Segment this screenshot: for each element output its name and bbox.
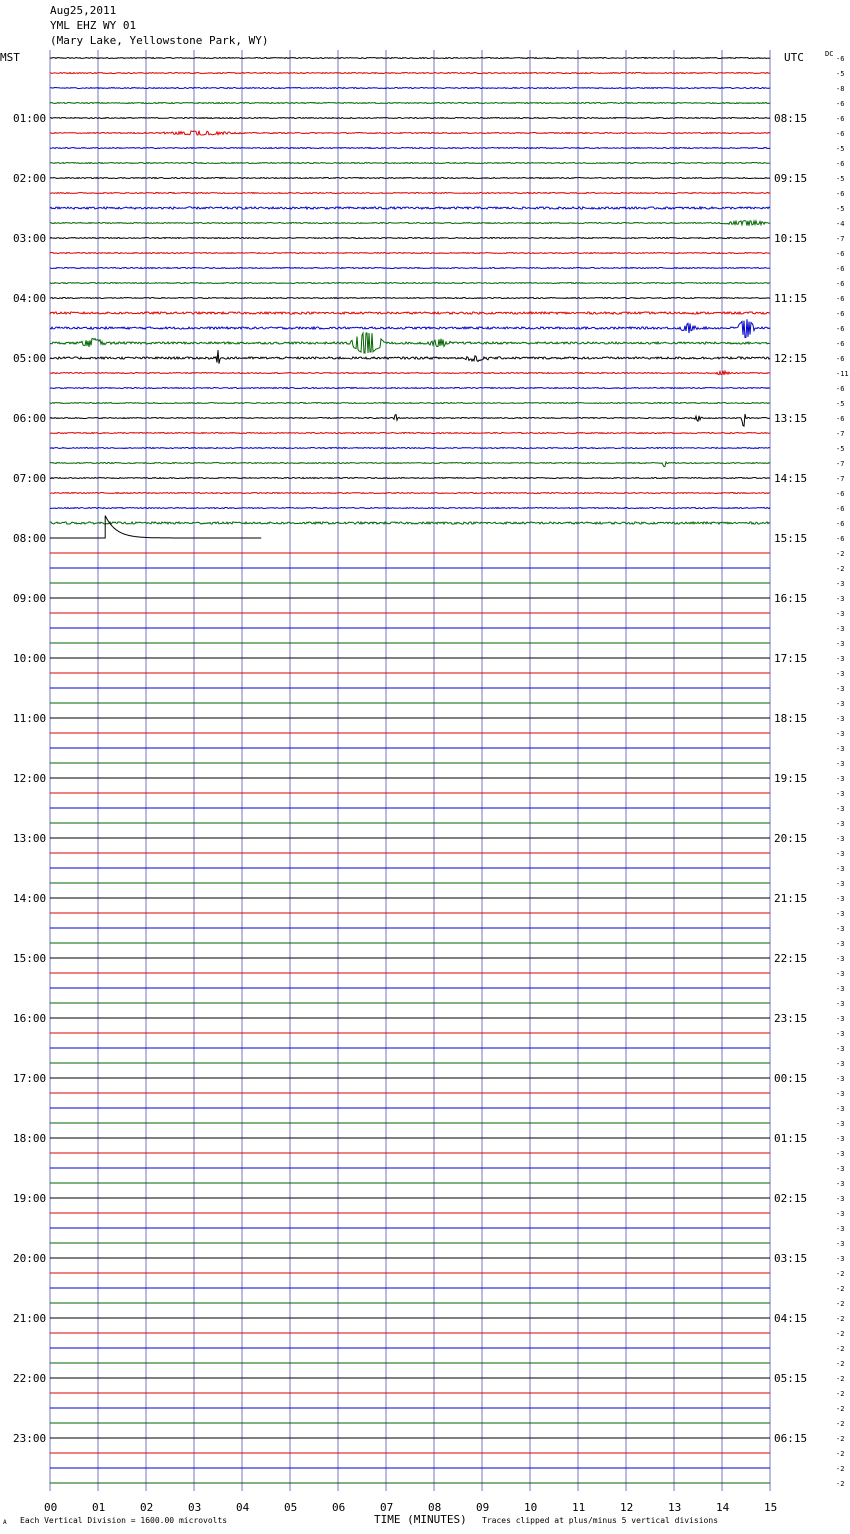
- dc-offset-label: -6: [836, 325, 845, 333]
- x-tick-label: 14: [716, 1501, 730, 1514]
- x-tick-label: 15: [764, 1501, 778, 1514]
- left-hour-label: 08:00: [13, 532, 47, 545]
- trace-line-21: [50, 371, 770, 375]
- right-hour-label: 01:15: [774, 1132, 808, 1145]
- left-hour-label: 21:00: [13, 1312, 47, 1325]
- dc-offset-label: -2: [836, 565, 845, 573]
- left-hour-label: 22:00: [13, 1372, 47, 1385]
- dc-offset-label: -2: [836, 1480, 845, 1488]
- trace-line-4: [50, 118, 770, 119]
- dc-offset-label: -3: [836, 1090, 845, 1098]
- dc-offset-label: -11: [836, 370, 849, 378]
- right-hour-labels: [774, 112, 807, 1445]
- dc-offset-label: -6: [836, 55, 845, 63]
- left-hour-label: 06:00: [13, 412, 47, 425]
- trace-line-26: [50, 448, 770, 449]
- dc-offset-label: -3: [836, 1165, 845, 1173]
- dc-offset-label: -3: [836, 1195, 845, 1203]
- left-hour-labels: [13, 112, 46, 1445]
- left-hour-label: 09:00: [13, 592, 47, 605]
- dc-offset-label: -3: [836, 760, 845, 768]
- right-hour-label: 13:15: [774, 412, 808, 425]
- dc-offset-label: -3: [836, 580, 845, 588]
- x-tick-label: 11: [572, 1501, 586, 1514]
- dc-offset-label: -2: [836, 1315, 845, 1323]
- dc-offset-label: -3: [836, 835, 845, 843]
- left-hour-label: 01:00: [13, 112, 47, 125]
- dc-offset-label: -6: [836, 160, 845, 168]
- dc-offset-label: -3: [836, 1060, 845, 1068]
- dc-offset-label: -6: [836, 415, 845, 423]
- left-hour-label: 18:00: [13, 1132, 47, 1145]
- dc-offset-label: -2: [836, 550, 845, 558]
- dc-offset-label: -3: [836, 895, 845, 903]
- dc-offset-label: -6: [836, 355, 845, 363]
- dc-offset-label: -3: [836, 790, 845, 798]
- dc-offset-label: -2: [836, 1285, 845, 1293]
- dc-offset-label: -6: [836, 130, 845, 138]
- dc-offset-label: -2: [836, 1270, 845, 1278]
- dc-offset-label: -6: [836, 295, 845, 303]
- left-hour-label: 23:00: [13, 1432, 47, 1445]
- dc-offset-labels: [836, 55, 849, 1488]
- right-hour-label: 20:15: [774, 832, 808, 845]
- dc-offset-label: -3: [836, 670, 845, 678]
- trace-line-31: [50, 522, 770, 524]
- dc-offset-label: -3: [836, 1255, 845, 1263]
- dc-offset-label: -3: [836, 985, 845, 993]
- dc-offset-label: -2: [836, 1435, 845, 1443]
- dc-offset-label: -3: [836, 1210, 845, 1218]
- x-tick-label: 10: [524, 1501, 538, 1514]
- dc-offset-label: -3: [836, 1105, 845, 1113]
- trace-line-24: [50, 414, 770, 426]
- trace-line-7: [50, 163, 770, 164]
- trace-line-8: [50, 178, 770, 179]
- dc-offset-label: -6: [836, 250, 845, 258]
- right-hour-label: 04:15: [774, 1312, 808, 1325]
- dc-offset-label: -3: [836, 1150, 845, 1158]
- dc-offset-label: -3: [836, 1045, 845, 1053]
- trace-line-1: [50, 73, 770, 74]
- dc-offset-label: -3: [836, 925, 845, 933]
- trace-line-30: [50, 508, 770, 509]
- dc-offset-label: -5: [836, 145, 845, 153]
- x-tick-label: 01: [92, 1501, 106, 1514]
- right-hour-label: 10:15: [774, 232, 808, 245]
- dc-offset-label: -3: [836, 805, 845, 813]
- dc-offset-label: -2: [836, 1465, 845, 1473]
- left-hour-label: 12:00: [13, 772, 47, 785]
- left-hour-label: 20:00: [13, 1252, 47, 1265]
- left-hour-label: 11:00: [13, 712, 47, 725]
- right-hour-label: 17:15: [774, 652, 808, 665]
- dc-offset-label: -6: [836, 535, 845, 543]
- dc-offset-label: -2: [836, 1360, 845, 1368]
- dc-offset-label: -3: [836, 1075, 845, 1083]
- right-hour-label: 22:15: [774, 952, 808, 965]
- x-tick-label: 07: [380, 1501, 394, 1514]
- trace-line-18: [50, 319, 770, 337]
- dc-offset-label: -3: [836, 745, 845, 753]
- x-tick-label: 05: [284, 1501, 298, 1514]
- trace-line-14: [50, 268, 770, 269]
- dc-offset-label: -3: [836, 685, 845, 693]
- trace-line-12: [50, 238, 770, 239]
- dc-offset-label: -6: [836, 505, 845, 513]
- dc-offset-label: -6: [836, 310, 845, 318]
- x-tick-label: 13: [668, 1501, 682, 1514]
- dc-offset-label: -7: [836, 235, 845, 243]
- x-tick-label: 02: [140, 1501, 154, 1514]
- dc-offset-label: -8: [836, 85, 845, 93]
- trace-line-9: [50, 193, 770, 194]
- dc-offset-label: -6: [836, 490, 845, 498]
- left-hour-label: 05:00: [13, 352, 47, 365]
- left-hour-label: 02:00: [13, 172, 47, 185]
- left-hour-label: 13:00: [13, 832, 47, 845]
- right-hour-label: 12:15: [774, 352, 808, 365]
- trace-line-15: [50, 283, 770, 284]
- dc-offset-label: -5: [836, 70, 845, 78]
- x-tick-label: 09: [476, 1501, 490, 1514]
- x-axis-label: TIME (MINUTES): [374, 1513, 467, 1526]
- x-tick-label: 04: [236, 1501, 250, 1514]
- right-hour-label: 08:15: [774, 112, 808, 125]
- dc-offset-label: -3: [836, 865, 845, 873]
- x-tick-label: 03: [188, 1501, 202, 1514]
- right-hour-label: 05:15: [774, 1372, 808, 1385]
- left-hour-label: 07:00: [13, 472, 47, 485]
- dc-header-label: DC: [825, 50, 834, 58]
- right-hour-label: 14:15: [774, 472, 808, 485]
- left-hour-label: 04:00: [13, 292, 47, 305]
- dc-offset-label: -4: [836, 220, 845, 228]
- right-hour-label: 21:15: [774, 892, 808, 905]
- right-timezone-label: UTC: [784, 51, 804, 64]
- dc-offset-label: -3: [836, 1180, 845, 1188]
- x-tick-label: 00: [44, 1501, 58, 1514]
- dc-offset-label: -7: [836, 430, 845, 438]
- dc-offset-label: -3: [836, 1120, 845, 1128]
- dc-offset-label: -2: [836, 1300, 845, 1308]
- trace-line-3: [50, 103, 770, 104]
- right-hour-label: 03:15: [774, 1252, 808, 1265]
- left-hour-label: 03:00: [13, 232, 47, 245]
- dc-offset-label: -3: [836, 775, 845, 783]
- dc-offset-label: -3: [836, 595, 845, 603]
- dc-offset-label: -2: [836, 1375, 845, 1383]
- dc-offset-label: -3: [836, 1240, 845, 1248]
- dc-offset-label: -2: [836, 1390, 845, 1398]
- trace-line-0: [50, 58, 770, 59]
- footer-scale-note: Each Vertical Division = 1600.00 microvolts: [20, 1516, 228, 1525]
- dc-offset-label: -2: [836, 1405, 845, 1413]
- dc-offset-label: -5: [836, 445, 845, 453]
- dc-offset-label: -3: [836, 850, 845, 858]
- x-tick-label: 08: [428, 1501, 442, 1514]
- dc-offset-label: -3: [836, 970, 845, 978]
- right-hour-label: 09:15: [774, 172, 808, 185]
- dc-offset-label: -3: [836, 610, 845, 618]
- trace-line-25: [50, 433, 770, 434]
- trace-line-11: [50, 221, 770, 226]
- dc-offset-label: -6: [836, 340, 845, 348]
- dc-offset-label: -6: [836, 520, 845, 528]
- left-hour-label: 10:00: [13, 652, 47, 665]
- header-date: Aug25,2011: [50, 4, 117, 17]
- dc-offset-label: -3: [836, 940, 845, 948]
- dc-offset-label: -7: [836, 460, 845, 468]
- right-hour-label: 00:15: [774, 1072, 808, 1085]
- right-hour-label: 18:15: [774, 712, 808, 725]
- dc-offset-label: -3: [836, 715, 845, 723]
- left-hour-label: 15:00: [13, 952, 47, 965]
- left-hour-label: 19:00: [13, 1192, 47, 1205]
- dc-offset-label: -2: [836, 1450, 845, 1458]
- right-hour-label: 02:15: [774, 1192, 808, 1205]
- trace-line-5: [50, 131, 770, 135]
- dc-offset-label: -3: [836, 625, 845, 633]
- left-hour-label: 16:00: [13, 1012, 47, 1025]
- dc-offset-label: -5: [836, 205, 845, 213]
- left-hour-label: 17:00: [13, 1072, 47, 1085]
- footer-clip-note: Traces clipped at plus/minus 5 vertical divisions: [482, 1516, 719, 1525]
- trace-line-29: [50, 493, 770, 494]
- trace-line-23: [50, 403, 770, 404]
- x-tick-label: 06: [332, 1501, 346, 1514]
- corner-mark: A: [3, 1519, 7, 1526]
- dc-offset-label: -3: [836, 640, 845, 648]
- trace-line-6: [50, 148, 770, 149]
- trace-line-13: [50, 253, 770, 254]
- right-hour-label: 11:15: [774, 292, 808, 305]
- trace-line-27: [50, 462, 770, 467]
- dc-offset-label: -3: [836, 880, 845, 888]
- trace-line-10: [50, 207, 770, 209]
- right-hour-label: 15:15: [774, 532, 808, 545]
- dc-offset-label: -6: [836, 190, 845, 198]
- trace-line-32: [50, 516, 261, 538]
- dc-offset-label: -3: [836, 1135, 845, 1143]
- right-hour-label: 19:15: [774, 772, 808, 785]
- dc-offset-label: -3: [836, 655, 845, 663]
- trace-lines: [50, 58, 770, 1484]
- dc-offset-label: -3: [836, 1000, 845, 1008]
- dc-offset-label: -6: [836, 265, 845, 273]
- dc-offset-label: -6: [836, 385, 845, 393]
- trace-line-2: [50, 88, 770, 89]
- dc-offset-label: -6: [836, 100, 845, 108]
- trace-line-20: [50, 350, 770, 364]
- dc-offset-label: -5: [836, 175, 845, 183]
- dc-offset-label: -3: [836, 955, 845, 963]
- dc-offset-label: -6: [836, 280, 845, 288]
- dc-offset-label: -3: [836, 1225, 845, 1233]
- right-hour-label: 23:15: [774, 1012, 808, 1025]
- minute-grid: [50, 50, 770, 1491]
- trace-line-16: [50, 298, 770, 299]
- header-station: YML EHZ WY 01: [50, 19, 137, 32]
- left-timezone-label: MST: [0, 51, 20, 64]
- dc-offset-label: -2: [836, 1345, 845, 1353]
- dc-offset-label: -5: [836, 400, 845, 408]
- dc-offset-label: -3: [836, 700, 845, 708]
- trace-line-17: [50, 312, 770, 314]
- trace-line-28: [50, 478, 770, 479]
- trace-line-19: [50, 333, 770, 353]
- header-location: (Mary Lake, Yellowstone Park, WY): [50, 34, 269, 47]
- dc-offset-label: -2: [836, 1330, 845, 1338]
- dc-offset-label: -7: [836, 475, 845, 483]
- dc-offset-label: -6: [836, 115, 845, 123]
- dc-offset-label: -3: [836, 730, 845, 738]
- dc-offset-label: -3: [836, 1015, 845, 1023]
- x-tick-label: 12: [620, 1501, 634, 1514]
- dc-offset-label: -3: [836, 1030, 845, 1038]
- dc-offset-label: -2: [836, 1420, 845, 1428]
- right-hour-label: 06:15: [774, 1432, 808, 1445]
- dc-offset-label: -3: [836, 910, 845, 918]
- dc-offset-label: -3: [836, 820, 845, 828]
- trace-line-22: [50, 388, 770, 389]
- left-hour-label: 14:00: [13, 892, 47, 905]
- right-hour-label: 16:15: [774, 592, 808, 605]
